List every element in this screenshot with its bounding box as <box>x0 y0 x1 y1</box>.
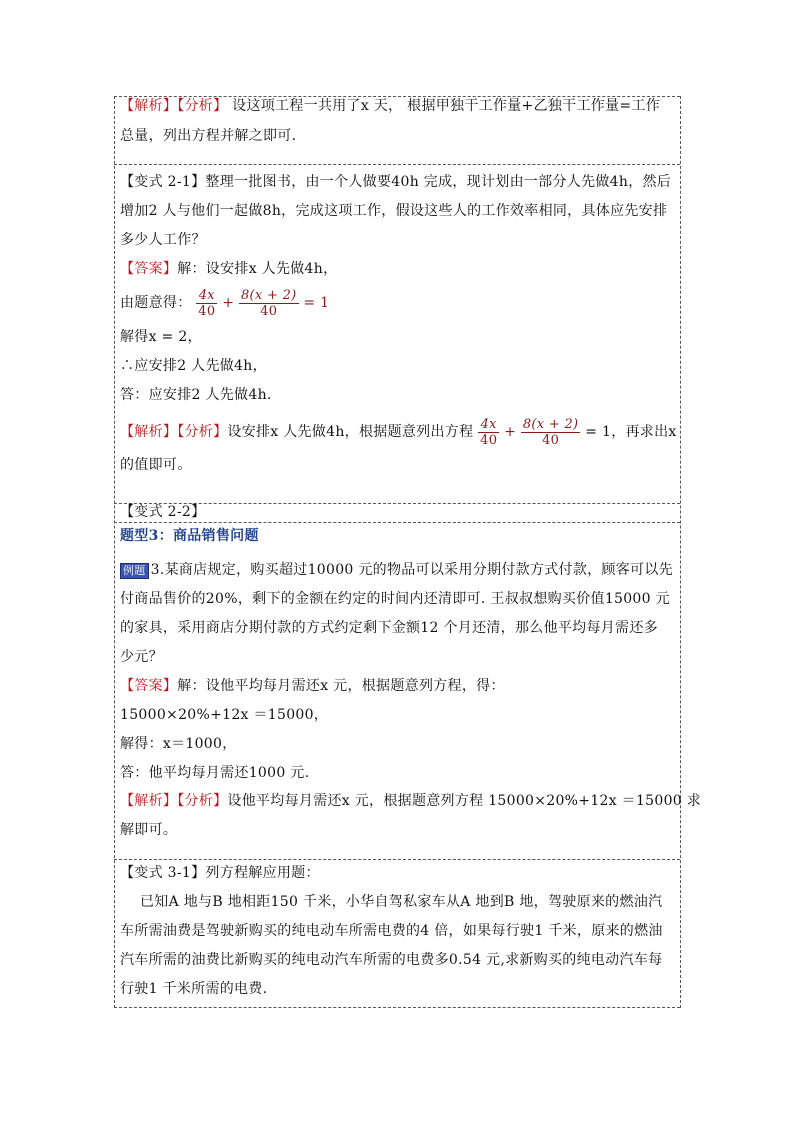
question-line: 付商品售价的20%，剩下的金额在约定的时间内还清即可. 王叔叔想购买价值15000 元 <box>120 591 670 607</box>
frame-left-border <box>114 96 115 1008</box>
problem-line: 车所需油费是驾驶新购买的纯电动车所需电费的4 倍，如果每行驶1 千米，原来的燃油 <box>120 923 663 939</box>
variant-2-1-question: 【变式 2-1】整理一批图书，由一个人做要40h 完成，现计划由一部分人先做4h，然后 <box>120 174 672 190</box>
fraction: $\frac{4x}{40}$ <box>480 416 498 448</box>
equation-line: 由题意得： $\frac{4x}{40}$ + $\frac{8(x + 2)}{40}$ = 1 <box>120 287 330 319</box>
analysis-line-1: 【解析】【分析】 设这项工程一共用了x 天， 根据甲独干工作量+乙独干工作量=工作 <box>120 98 661 114</box>
analysis-tag: 【解析】【分析】 <box>120 424 228 440</box>
answer-line: 答：应安排2 人先做4h. <box>120 387 272 403</box>
answer-tag: 【答案】 <box>120 678 178 694</box>
fraction: $\frac{4x}{40}$ <box>198 287 216 319</box>
answer-line: 【答案】解：设他平均每月需还x 元，根据题意列方程，得： <box>120 678 505 694</box>
answer-line: 解得x = 2， <box>120 329 202 345</box>
variant-2-2: 【变式 2-2】 <box>120 504 206 520</box>
question-line: 的家具，采用商店分期付款的方式约定剩下金额12 个月还清，那么他平均每月需还多 <box>120 620 658 636</box>
fraction: $\frac{8(x + 2)}{40}$ <box>240 287 297 319</box>
analysis-tag: 【解析】【分析】 <box>120 98 228 114</box>
problem-line: 汽车所需的油费比新购买的纯电动汽车所需的电费多0.54 元,求新购买的纯电动汽车每 <box>120 952 663 968</box>
separator <box>114 522 680 523</box>
answer-line: ∴应安排2 人先做4h， <box>120 358 267 374</box>
separator <box>114 164 680 165</box>
fraction: $\frac{8(x + 2)}{40}$ <box>522 416 579 448</box>
problem-line: 行驶1 千米所需的电费. <box>120 981 268 997</box>
question-line: 少元？ <box>120 649 163 665</box>
frame-right-border <box>680 96 681 1008</box>
example-badge: 例题 <box>120 563 149 579</box>
answer-tag: 【答案】 <box>120 261 178 277</box>
section-heading: 题型3：商品销售问题 <box>120 528 259 544</box>
variant-tag: 【变式 2-1】 <box>120 174 206 190</box>
analysis-tag: 【解析】【分析】 <box>120 793 228 809</box>
analysis-line: 的值即可。 <box>120 457 192 473</box>
answer-line: 15000×20%+12x ＝15000， <box>120 707 329 723</box>
variant-3-1-title: 【变式 3-1】列方程解应用题： <box>120 865 320 881</box>
question-line: 多少人工作？ <box>120 232 206 248</box>
variant-tag: 【变式 3-1】 <box>120 865 206 881</box>
answer-line: 【答案】解：设安排x 人先做4h， <box>120 261 338 277</box>
answer-line: 解得：x＝1000， <box>120 736 237 752</box>
example-question: 例题 3.某商店规定，购买超过10000 元的物品可以采用分期付款方式付款，顾客可以先 <box>120 560 673 580</box>
analysis-line: 【解析】【分析】设安排x 人先做4h，根据题意列出方程 $\frac{4x}{40}$ + $\frac{8(x + 2)}{40}$ = 1，再求出x <box>120 416 677 448</box>
analysis-line: 【解析】【分析】设他平均每月需还x 元，根据题意列方程 15000×20%+12x ＝15000 求 <box>120 793 702 809</box>
separator <box>114 859 680 860</box>
problem-line: 已知A 地与B 地相距150 千米，小华自驾私家车从A 地到B 地，驾驶原来的燃油汽 <box>140 894 663 910</box>
separator <box>114 1007 680 1008</box>
analysis-line-2: 总量，列出方程并解之即可. <box>120 128 297 144</box>
analysis-line: 解即可。 <box>120 822 178 838</box>
question-line: 增加2 人与他们一起做8h，完成这项工作，假设这些人的工作效率相同，具体应先安排 <box>120 203 668 219</box>
answer-line: 答：他平均每月需还1000 元. <box>120 765 310 781</box>
